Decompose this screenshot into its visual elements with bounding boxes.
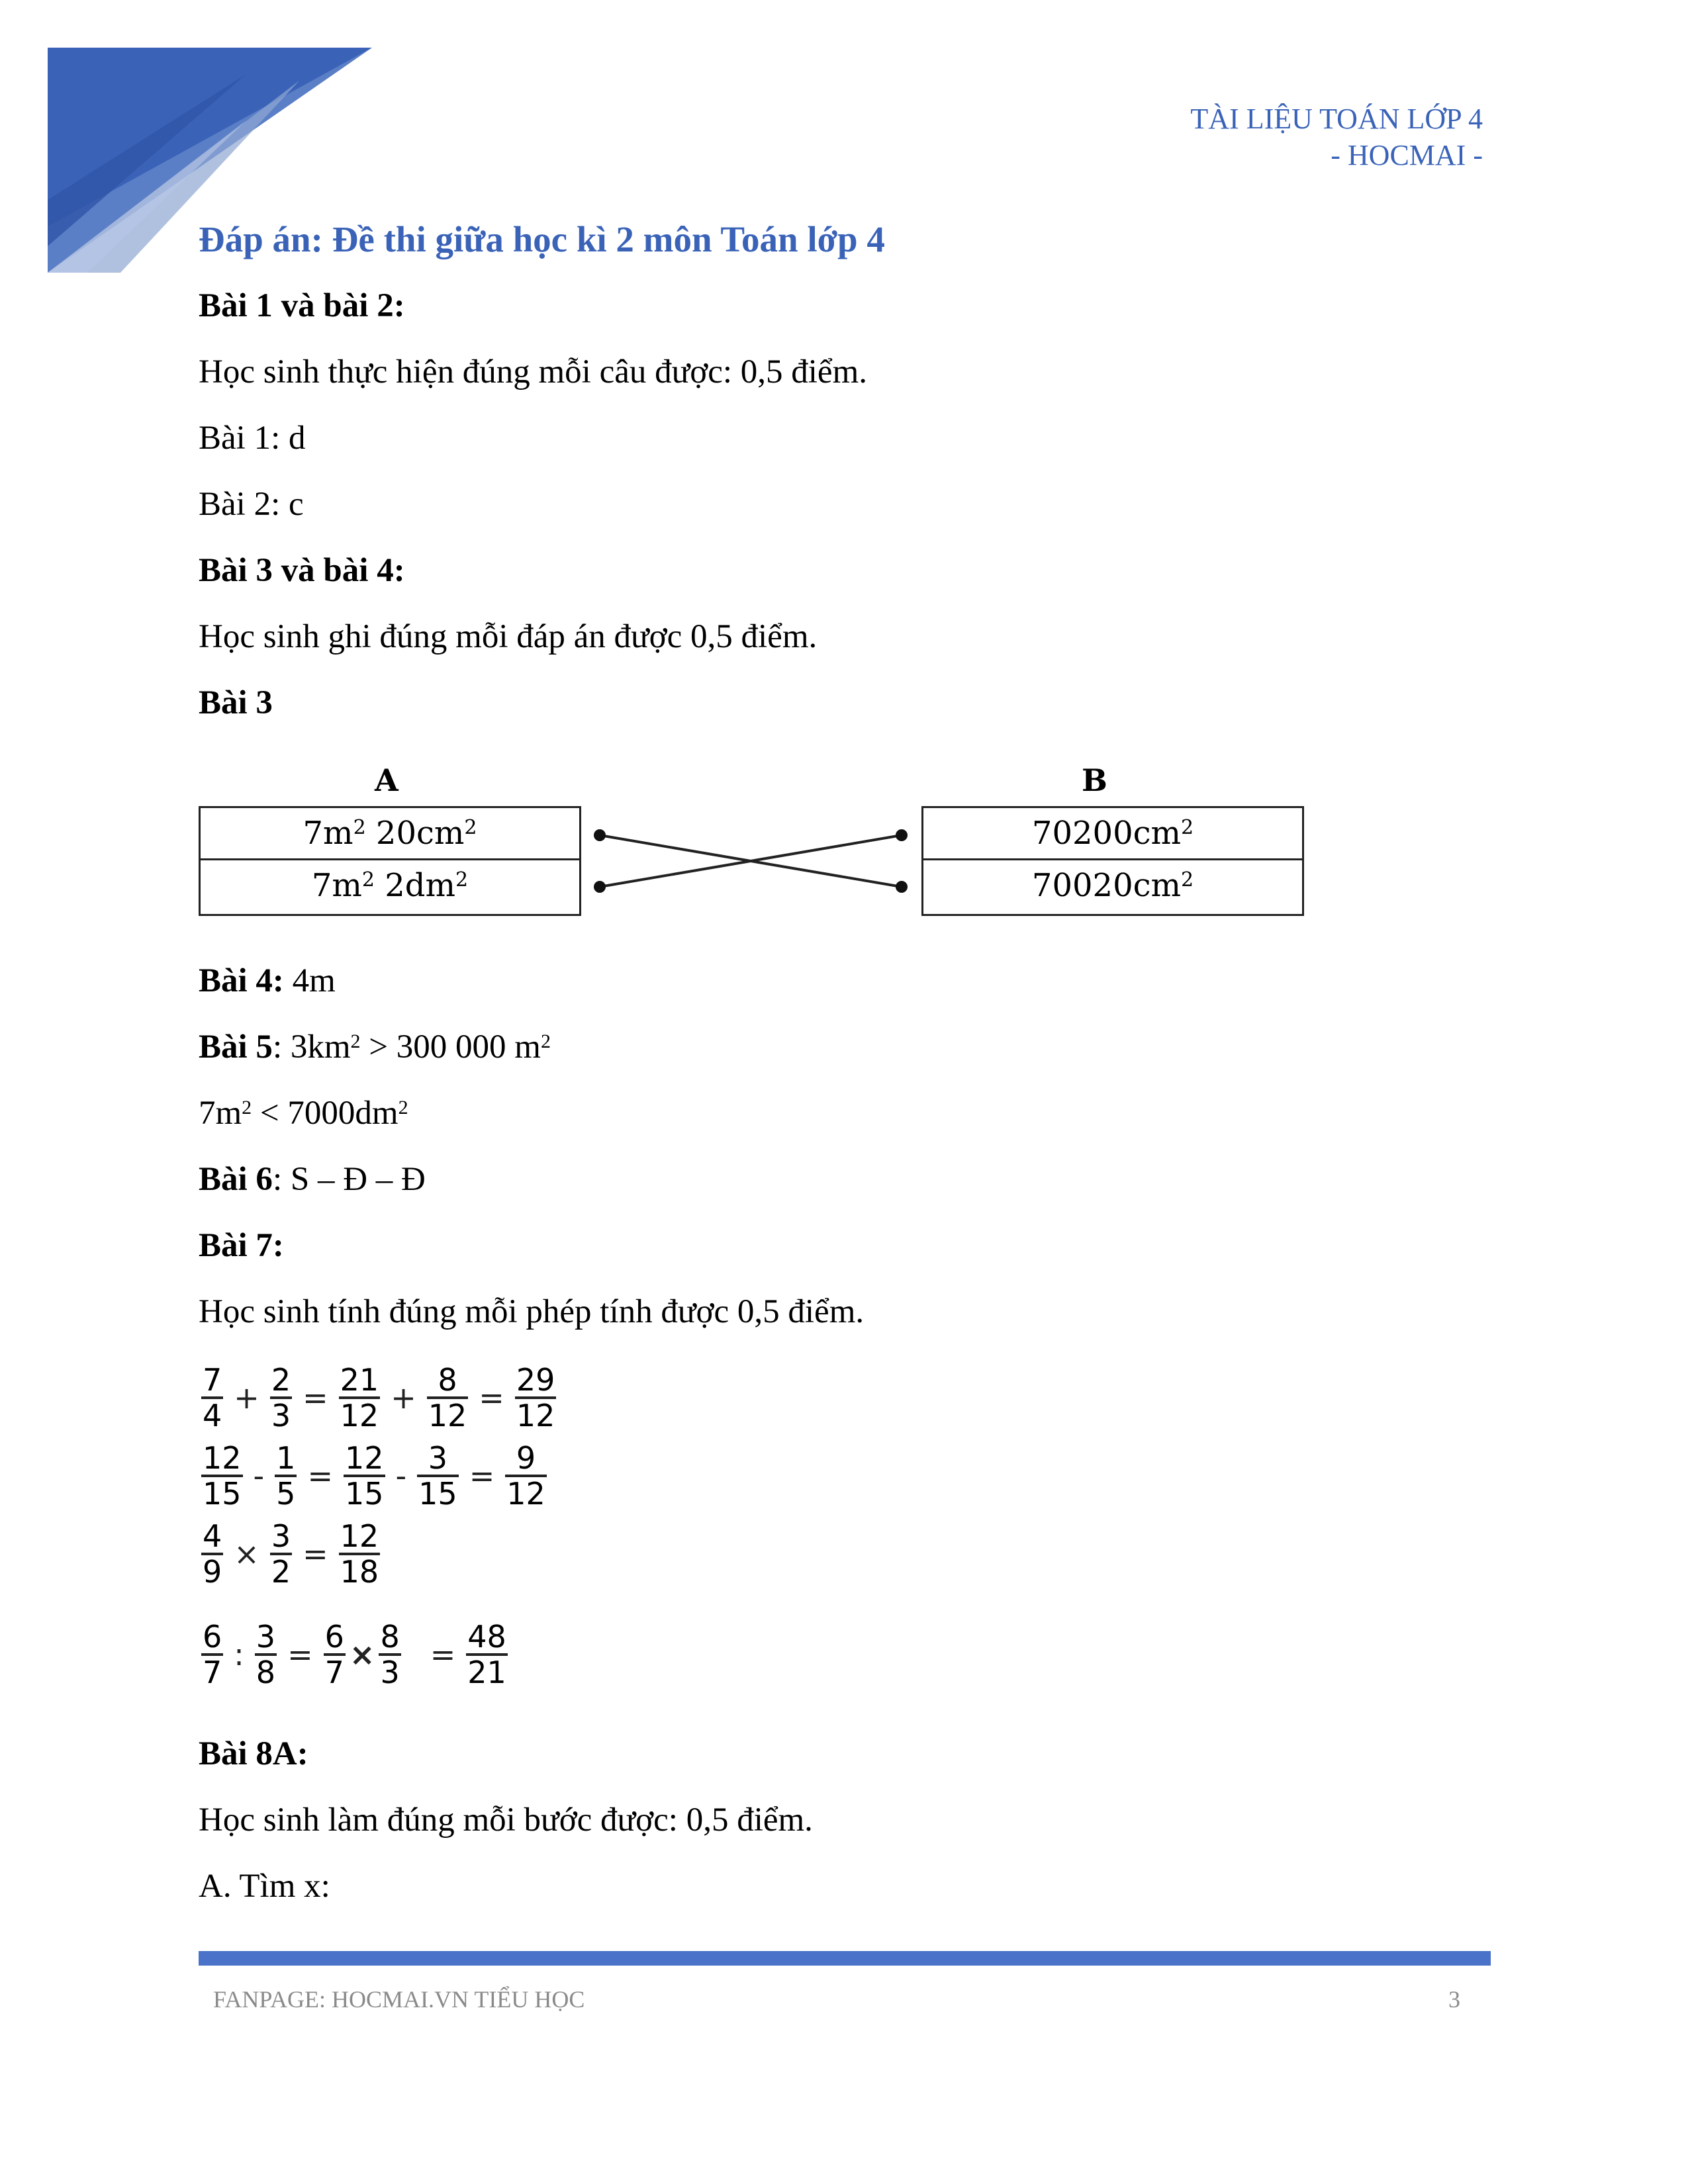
section-note-bai8: Học sinh làm đúng mỗi bước được: 0,5 điểm. [199, 1801, 813, 1839]
fraction: $\frac{4}{9}$ [203, 1518, 222, 1590]
equation-1: $\frac{7}{4}$ + $\frac{2}{3}$ = $\frac{21}{12}$ + $\frac{8}{12}$ = $\frac{29}{12}$ [203, 1362, 555, 1433]
answer-bai5-line2: $7m^2 < 7000dm^2$ [199, 1095, 408, 1132]
fraction: $\frac{1}{5}$ [276, 1440, 296, 1512]
answer-bai5-line1: Bài 5: $3km^2 > 300$ 000 $m^2$ [199, 1028, 551, 1066]
column-b-item: $70200cm^2$ [923, 808, 1302, 860]
column-a-item: $7m^2$ $2dm^2$ [311, 867, 469, 904]
fraction: $\frac{7}{4}$ [203, 1362, 222, 1433]
equation-3: $\frac{4}{9}$ × $\frac{3}{2}$ = $\frac{12}{18}$ [203, 1518, 379, 1590]
fraction: $\frac{6}{7}$ [203, 1619, 222, 1690]
section-heading-bai7: Bài 7: [199, 1227, 284, 1264]
fraction: $\frac{8}{12}$ [428, 1362, 467, 1433]
fraction: $\frac{3}{15}$ [418, 1440, 457, 1512]
header-title: TÀI LIỆU TOÁN LỚP 4 [1190, 103, 1483, 135]
answer-bai4: Bài 4: 4m [199, 962, 336, 999]
section-heading-bai8: Bài 8A: [199, 1735, 308, 1772]
connector-dot-right [896, 881, 908, 893]
column-b-heading: B [1082, 762, 1107, 798]
matching-connector-lines [0, 0, 1688, 993]
equation-2: $\frac{12}{15}$ - $\frac{1}{5}$ = $\frac{12}{15}$ - $\frac{3}{15}$ = $\frac{9}{12}$ [203, 1440, 545, 1512]
fraction: $\frac{12}{15}$ [203, 1440, 242, 1512]
connector-dot-left [594, 881, 606, 893]
fraction: $\frac{3}{8}$ [256, 1619, 276, 1690]
fraction: $\frac{8}{3}$ [380, 1619, 400, 1690]
connector-dot-right [896, 829, 908, 841]
footer-fanpage: FANPAGE: HOCMAI.VN TIỂU HỌC [213, 1986, 585, 2013]
equation-4: $\frac{6}{7}$ : $\frac{3}{8}$ = $\frac{6}{7}$ × $\frac{8}{3}$ = $\frac{48}{21}$ [203, 1619, 506, 1690]
fraction: $\frac{48}{21}$ [467, 1619, 506, 1690]
fraction: $\frac{9}{12}$ [506, 1440, 545, 1512]
section-heading-bai1-2: Bài 1 và bài 2: [199, 287, 405, 324]
answer-bai1: Bài 1: d [199, 420, 306, 457]
answer-bai6: Bài 6: S – Đ – Đ [199, 1161, 426, 1198]
column-b-item: $70020cm^2$ [1031, 867, 1194, 904]
section-note-bai3-4: Học sinh ghi đúng mỗi đáp án được 0,5 điểm. [199, 618, 818, 655]
fraction: $\frac{29}{12}$ [516, 1362, 555, 1433]
column-a-item: $7m^2$ $20cm^2$ [201, 808, 579, 860]
connector-dot-left [594, 829, 606, 841]
section-heading-bai3-4: Bài 3 và bài 4: [199, 552, 405, 589]
column-a-heading: A [375, 762, 399, 798]
bai8-task: A. Tìm x: [199, 1868, 330, 1905]
fraction: $\frac{2}{3}$ [271, 1362, 291, 1433]
page-number: 3 [1448, 1986, 1460, 2013]
fraction: $\frac{21}{12}$ [340, 1362, 379, 1433]
fraction: $\frac{6}{7}$ [324, 1619, 344, 1690]
fraction: $\frac{12}{18}$ [340, 1518, 379, 1590]
header-brand: - HOCMAI - [1331, 139, 1483, 171]
fraction: $\frac{12}{15}$ [344, 1440, 384, 1512]
answer-bai2: Bài 2: c [199, 486, 304, 523]
footer-bar [199, 1951, 1491, 1966]
section-note-bai1-2: Học sinh thực hiện đúng mỗi câu được: 0,5 điểm. [199, 353, 867, 390]
fraction: $\frac{3}{2}$ [271, 1518, 291, 1590]
page-title: Đáp án: Đề thi giữa học kì 2 môn Toán lớp 4 [199, 219, 885, 259]
section-note-bai7: Học sinh tính đúng mỗi phép tính được 0,5 điểm. [199, 1293, 865, 1330]
bai3-label: Bài 3 [199, 684, 273, 721]
